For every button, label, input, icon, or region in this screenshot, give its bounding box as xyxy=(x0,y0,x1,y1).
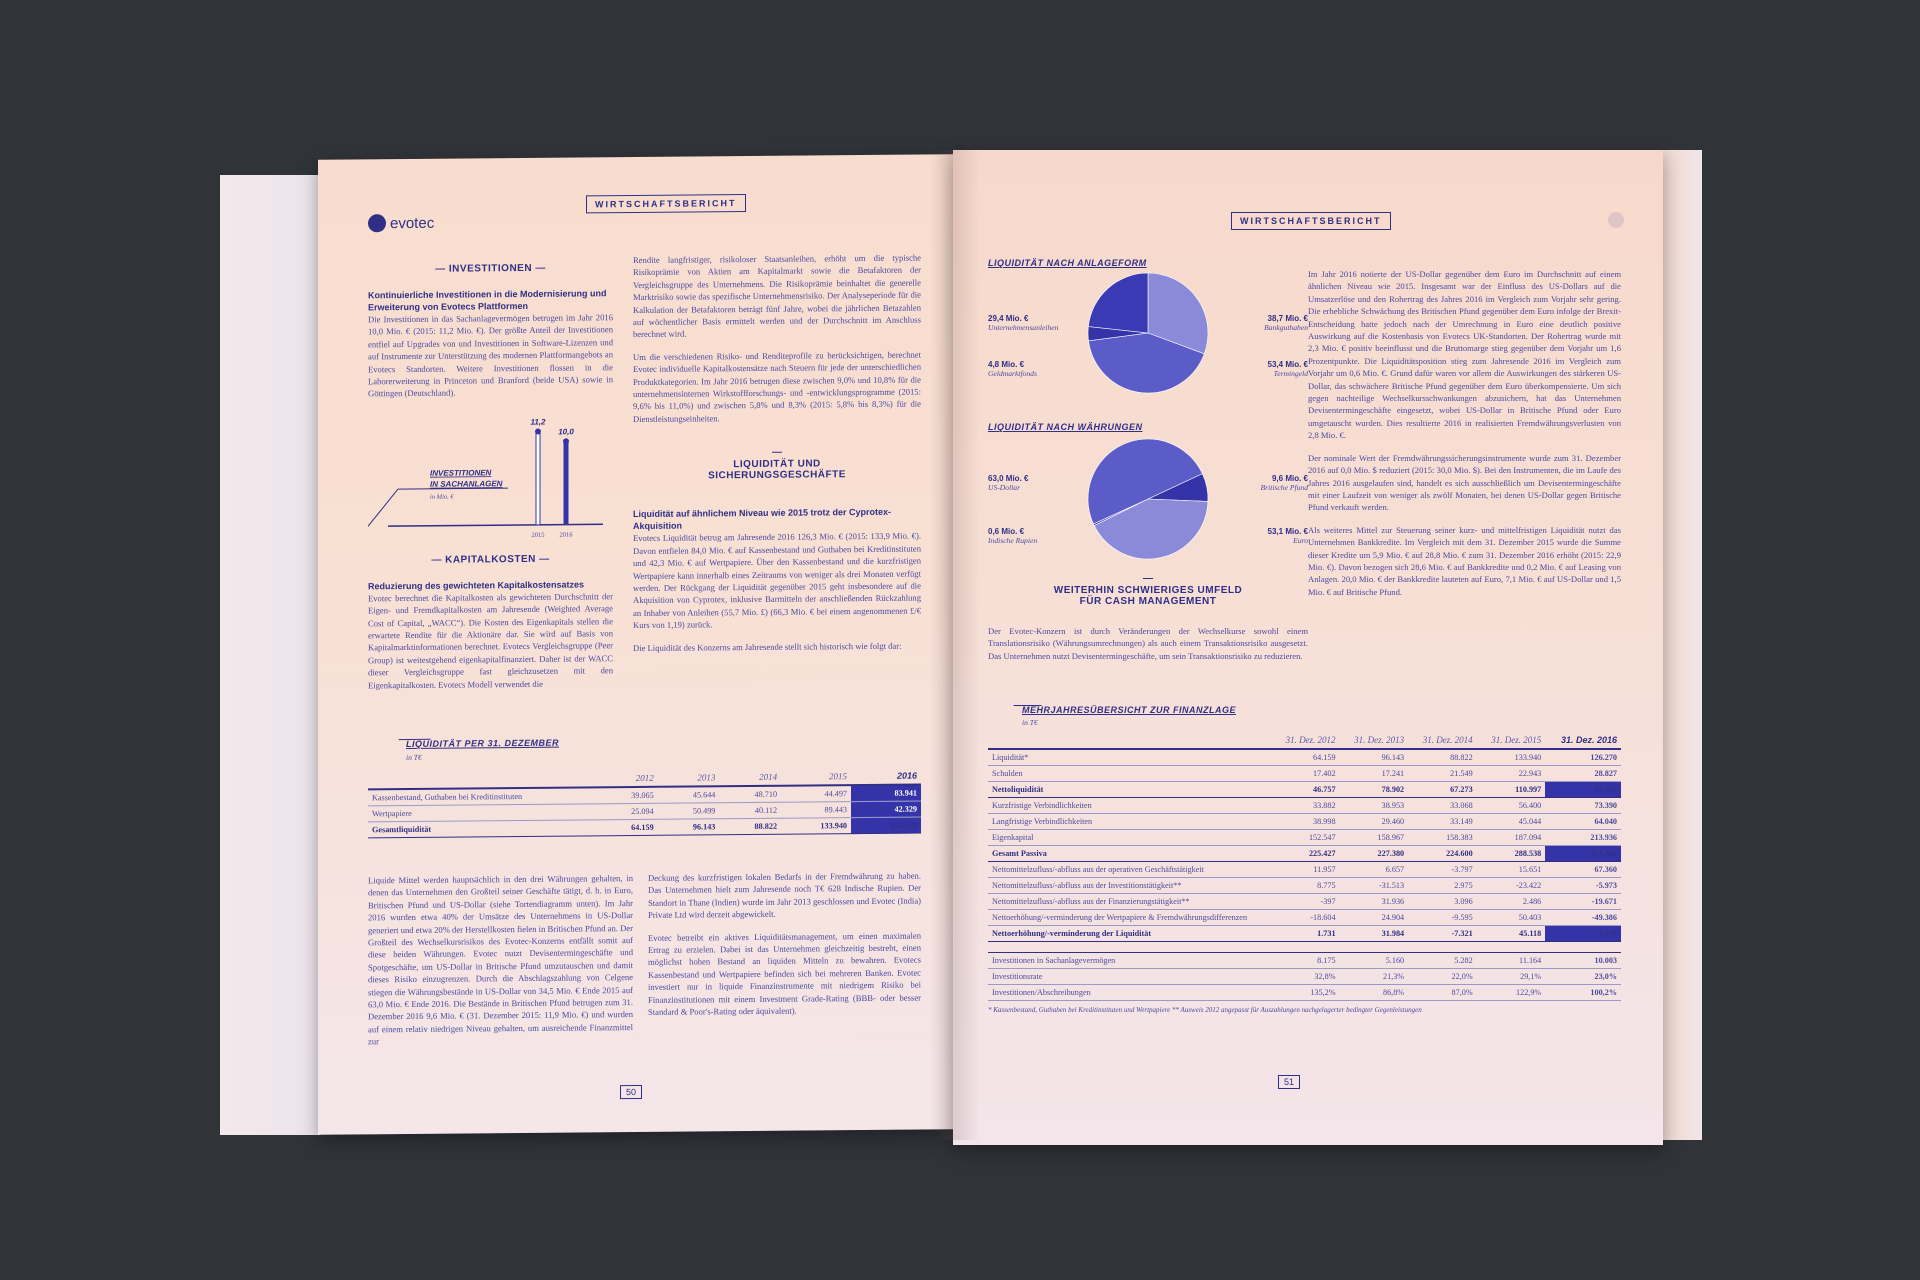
row-label: Gesamtliquidität xyxy=(368,820,596,838)
cell-highlight: 83.941 xyxy=(851,785,921,802)
text-sicherung: Der nominale Wert der Fremdwährungssicherungsinstrumente wurde zum 31. Dezember 2016 auf 0,0 Mio. $ reduziert (2015: 30,0 Mio. $). Bei den Instrumenten, die im Laufe des Jahres 2016 ausgelaufen sind, handelt es sich ausschließlich um Devisentermingeschäfte mit einer Laufzeit von weniger als zwölf Monaten, bei denen US-Dollar gegen Britische Pfund verkauft werden. xyxy=(1308,452,1621,513)
cell: -31.513 xyxy=(1340,878,1409,894)
cell: 187.094 xyxy=(1477,830,1546,846)
cell: 22,0% xyxy=(1408,969,1477,985)
row-label: Wertpapiere xyxy=(368,804,596,822)
year-header: 31. Dez. 2012 xyxy=(1271,735,1340,749)
table-row xyxy=(988,985,1621,1001)
cell: 225.427 xyxy=(1271,846,1340,862)
bar-cap-2015 xyxy=(535,428,541,434)
table-row xyxy=(988,749,1621,766)
cell: 152.547 xyxy=(1271,830,1340,846)
table-row xyxy=(988,953,1621,969)
cell-2016: 28.827 xyxy=(1545,766,1621,782)
pie2-label-rupien: 0,6 Mio. € Indische Rupien xyxy=(988,527,1038,545)
heading-dash xyxy=(772,452,782,453)
page-stack-right xyxy=(1660,150,1702,1140)
cell-2016: 126.270 xyxy=(1545,749,1621,766)
bar-cap-2016 xyxy=(563,438,569,444)
cell: 33.882 xyxy=(1271,798,1340,814)
cell: 40.112 xyxy=(719,802,781,819)
pie-chart-anlageform-block xyxy=(988,258,1308,403)
text-waehrungen: Liquide Mittel werden hauptsächlich in den drei Währungen gehalten, in denen das Unternehmen den Großteil seiner Geschäfte tätigt, d. h. in Euro, Britischen Pfund und US-Dollar (siehe Tortendiagramm unten). Im Jahr 2016 wurden etwa 40% der Umsätze des Unternehmens in US-Dollar generiert und etwa 20% der Herstellkosten fielen in Britischen Pfund an. Der Großteil des Wechselkursrisikos des Evotec-Konzerns entfällt somit auf diese beiden Währungen. Evotec nutzt Devisentermingeschäfte und Spotgeschäfte, um US-Dollar in Britische Pfund umzutauschen und damit dieses Risiko einzugrenzen. Durch die Abschlagszahlung von Celgene stiegen die Währungsbestände in US-Dollar von 34,5 Mio. € Ende 2015 auf 63,0 Mio. € Ende 2016. Die Bestände in Britischen Pfund betrugen zum 31. Dezember 2016 9,6 Mio. € (31. Dezember 2015: 11,9 Mio. €) und wurden auf einem relativ niedrigen Niveau gehalten, um ausreichende Finanzmittel zur xyxy=(368,873,633,1047)
cell: 44.497 xyxy=(781,785,851,802)
left-bottom-column-2 xyxy=(648,870,921,1019)
year-header: 2012 xyxy=(596,773,658,788)
pie1-label-termingeld: 53,4 Mio. € Termingeld xyxy=(1267,360,1308,378)
year-header: 2014 xyxy=(719,772,781,787)
cell: -9.595 xyxy=(1408,910,1477,926)
cell: 46.757 xyxy=(1271,782,1340,798)
cell: 32,8% xyxy=(1271,969,1340,985)
cell: 33.149 xyxy=(1408,814,1477,830)
cell: 22.943 xyxy=(1477,766,1546,782)
heading-investitionen: — INVESTITIONEN — xyxy=(435,262,546,275)
heading-liq-line1: LIQUIDITÄT UND xyxy=(733,458,821,471)
table-row xyxy=(988,910,1621,926)
cell-2016: -5.973 xyxy=(1545,878,1621,894)
cell: 50.403 xyxy=(1477,910,1546,926)
cell: 8.175 xyxy=(1271,953,1340,969)
cell: 33.068 xyxy=(1408,798,1477,814)
table-row xyxy=(988,830,1621,846)
cell-highlight: 126.270 xyxy=(851,817,921,834)
cell: 89.443 xyxy=(781,802,851,819)
cell-2016: 73.390 xyxy=(1545,798,1621,814)
table-row xyxy=(988,894,1621,910)
cell: 10.003 xyxy=(1545,953,1621,969)
row-label: Nettoerhöhung/-verminderung der Liquidität xyxy=(988,926,1271,942)
year-header: 31. Dez. 2016 xyxy=(1545,735,1621,749)
cell: 158.383 xyxy=(1408,830,1477,846)
cell: 11.164 xyxy=(1477,953,1546,969)
section-badge: WIRTSCHAFTSBERICHT xyxy=(586,194,746,213)
logo-dot-icon xyxy=(368,214,386,232)
logo-text: evotec xyxy=(390,214,435,232)
right-column xyxy=(1308,268,1621,598)
page-stack-left xyxy=(220,175,320,1135)
bar-category-label: 2015 xyxy=(531,531,545,539)
multi-table-unit: in T€ xyxy=(1022,718,1038,727)
heading-cash-line2: FÜR CASH MANAGEMENT xyxy=(1079,596,1217,607)
cell: -23.422 xyxy=(1477,878,1546,894)
heading-kapitalkosten: — KAPITALKOSTEN — xyxy=(431,553,550,566)
table-row xyxy=(988,782,1621,798)
year-header: 2013 xyxy=(658,772,720,787)
subheading-kapitalkosten: Reduzierung des gewichteten Kapitalkostensatzes xyxy=(368,579,585,592)
cell: 227.380 xyxy=(1340,846,1409,862)
section-badge: WIRTSCHAFTSBERICHT xyxy=(1231,212,1391,230)
pie2-title: LIQUIDITÄT NACH WÄHRUNGEN xyxy=(988,422,1143,432)
cell: 38.953 xyxy=(1340,798,1409,814)
cell: 135,2% xyxy=(1271,985,1340,1001)
multi-year-table xyxy=(988,735,1621,1001)
cell: 11.957 xyxy=(1271,862,1340,878)
table-footnote: * Kassenbestand, Guthaben bei Kreditinstituten und Wertpapiere ** Ausweis 2012 angepasst für Auszahlungen nachgelagerter bedingter Gegenleistungen xyxy=(988,1006,1422,1014)
cell: 21.549 xyxy=(1408,766,1477,782)
cell: 31.936 xyxy=(1340,894,1409,910)
cell-2016: 351.366 xyxy=(1545,846,1621,862)
faded-logo-icon xyxy=(1608,212,1624,228)
cell: 100,2% xyxy=(1545,985,1621,1001)
heading-liq-line2: SICHERUNGSGESCHÄFTE xyxy=(708,469,846,482)
cell: 21,3% xyxy=(1340,969,1409,985)
pie-chart-waehrungen xyxy=(1083,434,1213,564)
row-label: Liquidität* xyxy=(988,749,1271,766)
text-liquiditaet: Evotecs Liquidität betrug am Jahresende 2016 126,3 Mio. € (2015: 133,9 Mio. €). Davon entfielen 84,0 Mio. € auf Kassenbestand und Guthaben bei Kreditinstituten und 42,3 Mio. € auf Wertpapiere. Über den Kassenbestand und die kurzfristigen Wertpapiere kann innerhalb eines Zeitraums von weniger als drei Monaten verfügt werden. Der Rückgang der Liquidität gegenüber 2015 geht insbesondere auf die Akquisition von Cyprotex, inklusive Barmitteln der anschließenden Rückzahlung an Inhaber von Anleihen (55,7 Mio. £) (66,3 Mio. € bei einem angenommenen £/€ Kurs von 1,19) zurück. xyxy=(633,530,921,631)
cell: 87,0% xyxy=(1408,985,1477,1001)
heading-cash xyxy=(988,578,1308,607)
table-row-total xyxy=(368,817,921,838)
cell: 56.400 xyxy=(1477,798,1546,814)
cell: 158.967 xyxy=(1340,830,1409,846)
text-deckung: Deckung des kurzfristigen lokalen Bedarfs in der Fremdwährung zu haben. Das Unternehmen hielt zum Jahresende noch T€ 628 Indische Rupien. Der Standort in Thane (Indien) wurde im Jahr 2013 geschlossen und Evotec (India) Private Ltd wird derzeit abgewickelt. xyxy=(648,870,921,921)
pie2-label-pfund: 9,6 Mio. € Britische Pfund xyxy=(1260,474,1308,492)
cell: 50.499 xyxy=(658,803,720,820)
cell: 45.644 xyxy=(658,786,720,803)
liq-table-unit: in T€ xyxy=(406,752,422,763)
heading-dash xyxy=(1143,578,1153,579)
cell: 78.902 xyxy=(1340,782,1409,798)
cell: 1.731 xyxy=(1271,926,1340,942)
text-risikoprofile: Um die verschiedenen Risiko- und Renditeprofile zu berücksichtigen, berechnet Evotec individuelle Kapitalkostensätze nach Steuern für jede der unterschiedlichen Produktkategorien. Im Jahr 2016 betrugen diese zwischen 9,0% und 10,8% für die unternehmensinternen Wirkstoffforschungs- und -entwicklungsprogramme (2015: 9,6% bis 11,0%) und zwischen 5,8% und 8,3% (2015: 5,8% bis 8,3%) für die Dienstleistungseinheiten. xyxy=(633,349,921,424)
page-number-right: 51 xyxy=(1278,1075,1300,1089)
cell: 3.096 xyxy=(1408,894,1477,910)
cell: 96.143 xyxy=(1340,749,1409,766)
cell-2016: 97.443 xyxy=(1545,782,1621,798)
cell: 23,0% xyxy=(1545,969,1621,985)
multi-table-title: MEHRJAHRESÜBERSICHT ZUR FINANZLAGE xyxy=(1022,705,1237,715)
table-row xyxy=(988,814,1621,830)
text-liquiditaetsmanagement: Evotec betreibt ein aktives Liquiditätsmanagement, um einen maximalen Ertrag zu erzielen. Dabei ist das Unternehmen gleichzeitig bestrebt, einen möglichst hohen Bestand an liquiden Mitteln zu bewahren. Evotecs Kassenbestand und Wertpapiere befinden sich bei mehreren Banken. Evotec investiert nur in liquide Finanzinstrumente mit niedrigem Risiko bei Finanzinstitutionen mit einem Investment Grade-Rating (BBB- oder besser Standard & Poor's-Rating oder äquivalent). xyxy=(648,930,921,1017)
row-label: Eigenkapital xyxy=(988,830,1271,846)
heading-liquiditaet xyxy=(633,451,921,483)
cell: 5.160 xyxy=(1340,953,1409,969)
bar-2015 xyxy=(536,431,540,524)
bar-category-label: 2016 xyxy=(559,531,573,539)
cell-2016: 67.360 xyxy=(1545,862,1621,878)
multi-year-table-block xyxy=(988,705,1621,1014)
cell: 64.159 xyxy=(1271,749,1340,766)
cell: 88.822 xyxy=(1408,749,1477,766)
row-label: Kurzfristige Verbindlichkeiten xyxy=(988,798,1271,814)
multi-table-body xyxy=(988,749,1621,942)
liquidity-table-block xyxy=(368,735,921,839)
table-row xyxy=(988,969,1621,985)
bar-2016 xyxy=(564,441,568,524)
cell: 29.460 xyxy=(1340,814,1409,830)
cell: 38.998 xyxy=(1271,814,1340,830)
cell: 67.273 xyxy=(1408,782,1477,798)
cell: 48.710 xyxy=(719,786,781,803)
year-header: 31. Dez. 2014 xyxy=(1408,735,1477,749)
year-header: 2015 xyxy=(781,771,851,786)
row-label: Investitionsrate xyxy=(988,969,1271,985)
row-label: Investitionen in Sachanlagevermögen xyxy=(988,953,1271,969)
cell-2016: 64.040 xyxy=(1545,814,1621,830)
cell: -397 xyxy=(1271,894,1340,910)
text-cash: Der Evotec-Konzern ist durch Veränderungen der Wechselkurse sowohl einem Translationsrisiko (Währungsumrechnungen) als auch einem Transaktionsrisiko ausgesetzt. Das Unternehmen nutzt Devisentermingeschäfte, um sein Transaktionsrisiko zu reduzieren. xyxy=(988,626,1308,661)
cell: 5.282 xyxy=(1408,953,1477,969)
row-label: Nettoliquidität xyxy=(988,782,1271,798)
multi-table-header xyxy=(988,705,1621,735)
cell: 45.118 xyxy=(1477,926,1546,942)
chart-diagonal xyxy=(368,489,398,526)
table-header-row xyxy=(988,735,1621,749)
liq-table-title: LIQUIDITÄT PER 31. DEZEMBER xyxy=(406,737,560,750)
cell: 31.984 xyxy=(1340,926,1409,942)
table-row xyxy=(988,766,1621,782)
cell: 224.600 xyxy=(1408,846,1477,862)
cell-highlight: 42.329 xyxy=(851,801,921,818)
cell-2016: -7.670 xyxy=(1545,926,1621,942)
text-usdollar: Im Jahr 2016 notierte der US-Dollar gegenüber dem Euro im Durchschnitt auf einem ähnlichen Niveau wie 2015. Insgesamt war der Einfluss des US-Dollars auf die Umsatzerlöse und den Rohertrag des Jahres 2016 im Vergleich zum Vorjahr sehr gering. Die erhebliche Schwächung des Britischen Pfund gegenüber dem Euro infolge der Brexit-Entscheidung hatte jedoch nach der Umrechnung in Euro eine deutlich positive Auswirkung auf die Kostenbasis von Evotecs UK-Standorten. Der Rohertrag wurde mit 2,3 Mio. € positiv beeinflusst und die Bruttomarge stieg gegenüber dem Vorjahr um 1,6 Prozentpunkte. Die Liquiditätsposition stieg zum Jahresende 2016 im Vergleich zum Vorjahr um 0,6 Mio. €. Grund dafür waren vor allem die Auswirkungen des stärkeren US-Dollar, das schwächere Britische Pfund gegenüber dem Euro überkompensierte. Um sich gegen nachteilige Wechselkursschwankungen abzusichern, hat das Unternehmen Devisentermingeschäfte eingesetzt, wobei US-Dollar in Britische Pfund oder Euro umgetauscht wurden. Dies resultierte 2016 in realisierten Fremdwährungsverlusten von 2,8 Mio. €. xyxy=(1308,269,1621,441)
left-column-2 xyxy=(633,252,921,654)
row-label: Investitionen/Abschreibungen xyxy=(988,985,1271,1001)
chart-title-line1: INVESTITIONEN xyxy=(430,468,492,478)
cell: 86,8% xyxy=(1340,985,1409,1001)
pie2-label-euro: 53,1 Mio. € Euro xyxy=(1267,527,1308,545)
row-label: Schulden xyxy=(988,766,1271,782)
pie-chart-anlageform xyxy=(1083,268,1213,398)
evotec-logo xyxy=(368,214,434,233)
cell: 88.822 xyxy=(719,818,781,835)
cell: -3.797 xyxy=(1408,862,1477,878)
bar-group xyxy=(531,417,575,539)
page-number-left: 50 xyxy=(620,1085,642,1099)
cell-2016: 213.936 xyxy=(1545,830,1621,846)
bar-value-label: 10,0 xyxy=(558,427,574,437)
cell: 17.402 xyxy=(1271,766,1340,782)
text-liquiditaet-intro: Die Liquidität des Konzerns am Jahresende stellt sich historisch wie folgt dar: xyxy=(633,640,902,653)
text-kapitalkosten: Evotec berechnet die Kapitalkosten als gewichteten Durchschnitt der Eigen- und Fremdkapitalkosten am Jahresende (Weighted Average Cost of Capital, „WACC“). Die Kosten des Eigenkapitals stellen die erwartete Rendite für die Aktionäre dar. Sie wird auf Basis von Kapitalmarktinformationen berechnet. Evotecs Vergleichsgruppe (Peer Group) ist weitestgehend eigenkapitalfinanziert. Daher ist der WACC dieser Vergleichsgruppe fast gleichzusetzen mit den Eigenkapitalkosten. Evotecs Modell verwendet die xyxy=(368,591,613,691)
cell: -18.604 xyxy=(1271,910,1340,926)
cell: 2.486 xyxy=(1477,894,1546,910)
row-label: Nettoerhöhung/-verminderung der Wertpapiere & Fremdwährungsdifferenzen xyxy=(988,910,1271,926)
table-row xyxy=(988,862,1621,878)
row-label: Langfristige Verbindlichkeiten xyxy=(988,814,1271,830)
row-label: Nettomittelzufluss/-abfluss aus der operativen Geschäftstätigkeit xyxy=(988,862,1271,878)
left-column-1 xyxy=(368,262,613,691)
cell: 24.904 xyxy=(1340,910,1409,926)
pie2-label-usdollar: 63,0 Mio. € US-Dollar xyxy=(988,474,1029,492)
cell: -7.321 xyxy=(1408,926,1477,942)
right-page xyxy=(953,150,1663,1145)
cell: 6.657 xyxy=(1340,862,1409,878)
pie1-label-geldmarktfonds: 4,8 Mio. € Geldmarktfonds xyxy=(988,360,1037,378)
row-label: Gesamt Passiva xyxy=(988,846,1271,862)
subheading-liquiditaet: Liquidität auf ähnlichem Niveau wie 2015 trotz der Cyprotex-Akquisition xyxy=(633,507,892,532)
chart-unit: in Mio. € xyxy=(430,493,454,501)
text-rendite: Rendite langfristiger, risikoloser Staatsanleihen, erhöht um die typische Risikoprämie von Aktien am Kapitalmarkt sowie die Betafaktoren der Vergleichsgruppe des Unternehmens. Die Risikoprämie beinhaltet die generelle Marktrisiko sowie das spezifische Unternehmensrisiko. Der Analyseperiode für die Kalkulation der Betafaktoren beträgt fünf Jahre, wobei die jährlichen Betazahlen auf wöchentlicher Basis ermittelt werden und der Durchschnitt im Anschluss berechnet wird. xyxy=(633,252,921,340)
cell: 64.159 xyxy=(596,819,658,836)
row-label: Nettomittelzufluss/-abfluss aus der Investitionstätigkeit** xyxy=(988,878,1271,894)
chart-title-line2: IN SACHANLAGEN xyxy=(430,479,503,489)
cell: 17.241 xyxy=(1340,766,1409,782)
heading-cash-line1: WEITERHIN SCHWIERIGES UMFELD xyxy=(1053,585,1243,596)
cell: 39.065 xyxy=(596,787,658,804)
multi-table-body-investment xyxy=(988,942,1621,1001)
cash-management-block xyxy=(988,578,1308,662)
year-header: 31. Dez. 2013 xyxy=(1340,735,1409,749)
cell-2016: -49.386 xyxy=(1545,910,1621,926)
text-bankkredite: Als weiteres Mittel zur Steuerung seiner kurz- und mittelfristigen Liquidität nutzt das Unternehmen Bankkredite. Im Vergleich mit dem 31. Dezember 2015 wurde die Summe dieser Kredite um 5,9 Mio. € auf 28,8 Mio. € zum 31. Dezember 2016 erhöht (2015: 22,9 Mio. €). Davon bezogen sich 28,6 Mio. € auf Bankkredite und 0,2 Mio. € auf Leasing von Anlagen. 20,0 Mio. € der Bankkredite lauteten auf Euro, 7,1 Mio. € auf US-Dollar und 1,5 Mio. € auf Britische Pfund. xyxy=(1308,524,1621,597)
table-row xyxy=(988,926,1621,942)
table-row xyxy=(988,878,1621,894)
pie1-title: LIQUIDITÄT NACH ANLAGEFORM xyxy=(988,258,1147,268)
cell: 29,1% xyxy=(1477,969,1546,985)
pie1-label-bankguthaben: 38,7 Mio. € Bankguthaben xyxy=(1264,314,1308,332)
cell: 133.940 xyxy=(781,818,851,835)
pie-chart-waehrungen-block xyxy=(988,422,1308,567)
cell: 2.975 xyxy=(1408,878,1477,894)
cell: 110.997 xyxy=(1477,782,1546,798)
row-label: Kassenbestand, Guthaben bei Kreditinstituten xyxy=(368,787,596,805)
table-row xyxy=(988,846,1621,862)
table-row xyxy=(988,798,1621,814)
chart-baseline xyxy=(388,524,603,526)
liq-table-header xyxy=(368,735,921,776)
liquidity-table xyxy=(368,771,921,839)
cell: 45.044 xyxy=(1477,814,1546,830)
cell-2016: -19.671 xyxy=(1545,894,1621,910)
cell: 288.538 xyxy=(1477,846,1546,862)
pie-slice-unternehmensanleihen xyxy=(1088,273,1148,333)
text-investitionen: Die Investitionen in das Sachanlagevermögen betrugen im Jahr 2016 10,0 Mio. € (2015: 11,2 Mio. €). Der größte Anteil der Investitionen entfiel auf Upgrades von und Investitionen in Software-Lizenzen und auf Instrumente zur Unterstützung des modernen Plattformangebots an Evotecs Standorten. Weitere Investitionen flossen in die Laborerweiterung in Princeton und Branford (beide USA) sowie in Göttingen (Deutschland). xyxy=(368,312,613,399)
investment-bar-chart xyxy=(368,412,613,549)
spacer-row xyxy=(988,942,1621,953)
year-header: 2016 xyxy=(851,771,921,786)
bar-value-label: 11,2 xyxy=(530,417,546,427)
pie1-label-unternehmensanleihen: 29,4 Mio. € Unternehmensanleihen xyxy=(988,314,1059,332)
left-page xyxy=(318,154,953,1135)
row-label: Nettomittelzufluss/-abfluss aus der Finanzierungstätigkeit** xyxy=(988,894,1271,910)
year-header: 31. Dez. 2015 xyxy=(1477,735,1546,749)
cell: 133.940 xyxy=(1477,749,1546,766)
cell: 8.775 xyxy=(1271,878,1340,894)
cell: 96.143 xyxy=(658,819,720,836)
cell: 122,9% xyxy=(1477,985,1546,1001)
subheading-investitionen: Kontinuierliche Investitionen in die Modernisierung und Erweiterung von Evotecs Plattformen xyxy=(368,288,607,313)
cell: 25.094 xyxy=(596,803,658,820)
cell: 15.651 xyxy=(1477,862,1546,878)
